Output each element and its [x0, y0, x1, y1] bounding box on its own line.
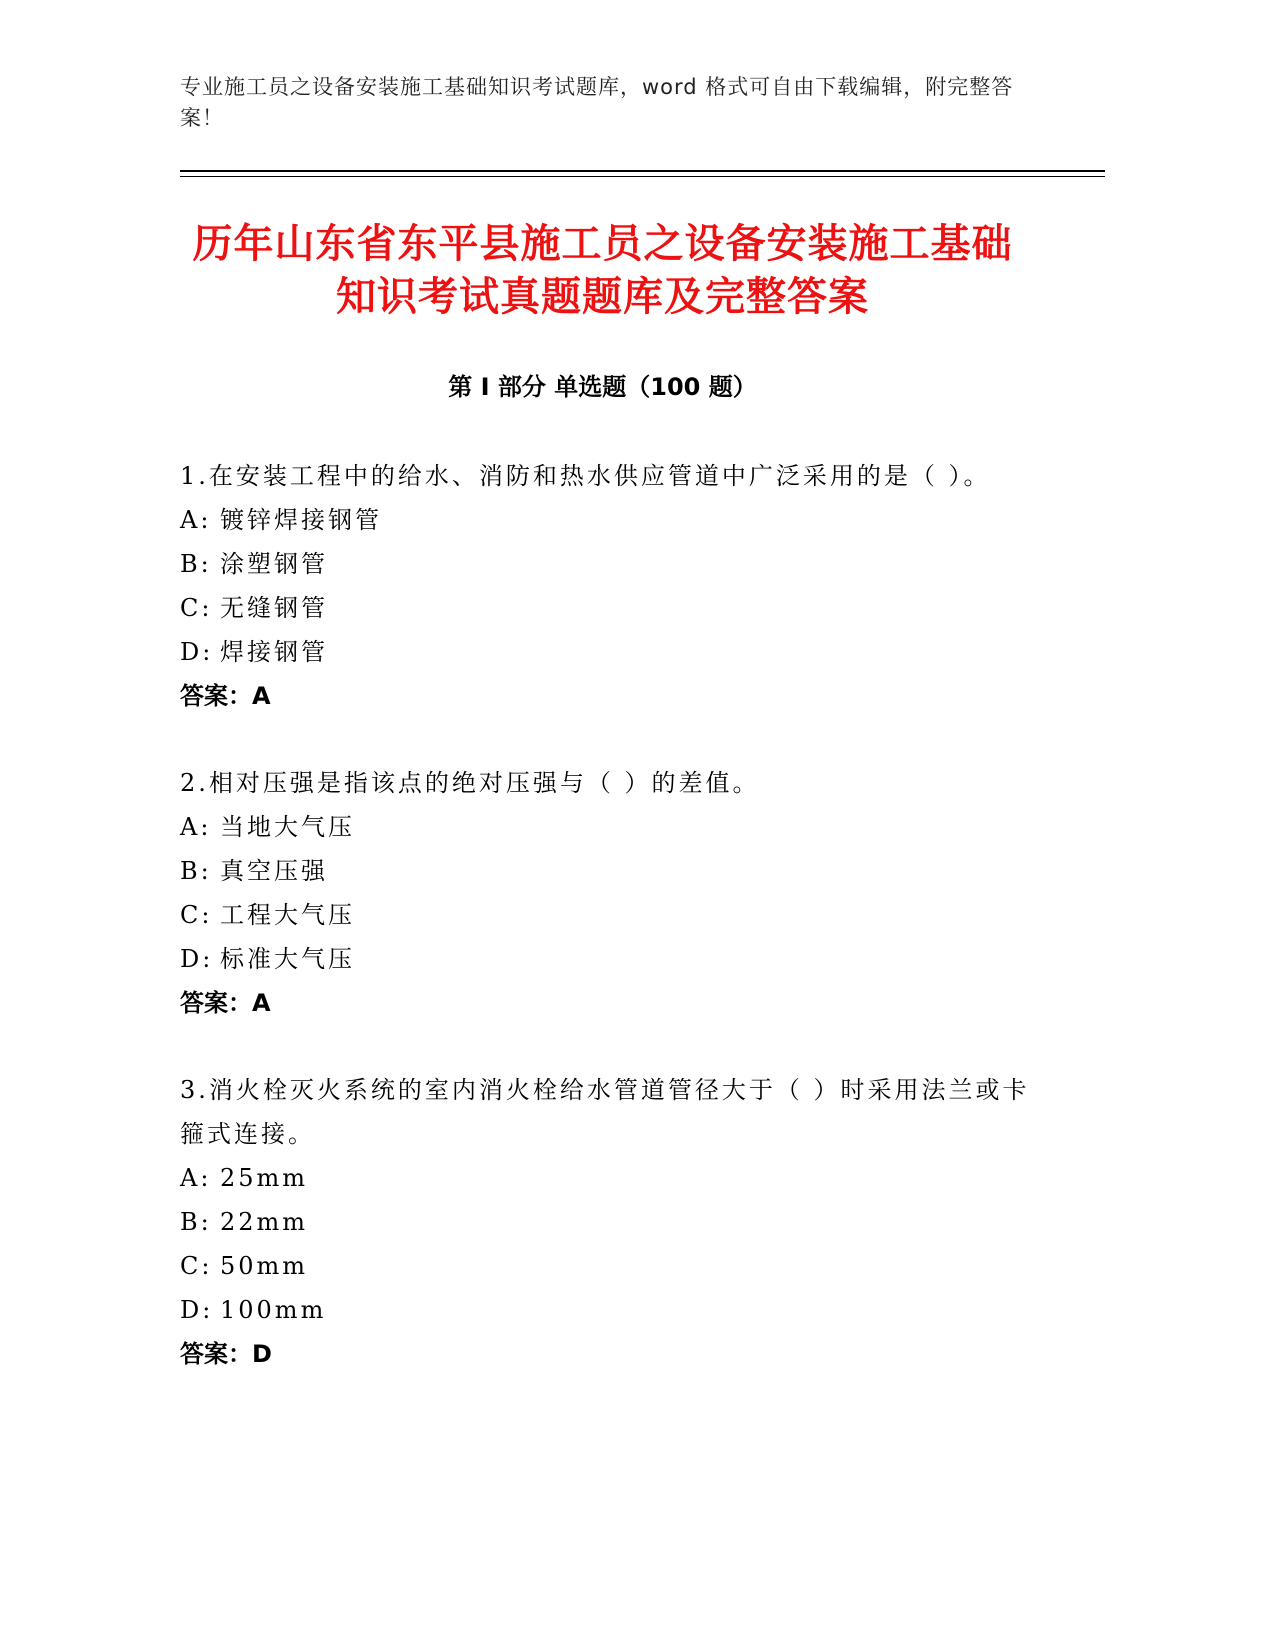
- option-text: 50mm: [220, 1252, 309, 1280]
- document-page: [180, 0, 1105, 1650]
- answer-line: 答案：D: [180, 1340, 272, 1368]
- option-text: 涂塑钢管: [220, 550, 328, 578]
- option-text: 22mm: [220, 1208, 309, 1236]
- question-2: [180, 761, 1050, 1025]
- option-b: [180, 849, 1050, 893]
- option-letter: D:: [180, 1296, 214, 1324]
- option-letter: B:: [180, 550, 212, 578]
- option-text: 无缝钢管: [220, 594, 328, 622]
- option-text: 真空压强: [220, 857, 328, 885]
- option-letter: C:: [180, 594, 213, 622]
- question-stem: 2.相对压强是指该点的绝对压强与（ ）的差值。: [180, 769, 760, 797]
- option-c: [180, 586, 1050, 630]
- question-1: [180, 454, 1050, 718]
- option-letter: A:: [180, 506, 212, 534]
- answer-line: 答案：A: [180, 682, 271, 710]
- option-c: [180, 893, 1050, 937]
- option-text: 标准大气压: [220, 945, 355, 973]
- option-a: [180, 805, 1050, 849]
- option-letter: D:: [180, 638, 214, 666]
- option-text: 镀锌焊接钢管: [220, 506, 382, 534]
- option-letter: C:: [180, 1252, 213, 1280]
- option-letter: A:: [180, 813, 212, 841]
- question-3: [180, 1068, 1050, 1376]
- question-stem: 1.在安装工程中的给水、消防和热水供应管道中广泛采用的是（ ）。: [180, 462, 991, 490]
- option-c: [180, 1244, 1050, 1288]
- header-divider-thick: [180, 170, 1105, 172]
- option-text: 焊接钢管: [220, 638, 328, 666]
- option-letter: B:: [180, 1208, 212, 1236]
- question-stem: 3.消火栓灭火系统的室内消火栓给水管道管径大于（ ）时采用法兰或卡箍式连接。: [180, 1076, 1030, 1148]
- option-d: [180, 1288, 1050, 1332]
- option-b: [180, 1200, 1050, 1244]
- option-d: [180, 630, 1050, 674]
- section-title: 第 I 部分 单选题（100 题）: [448, 373, 757, 401]
- option-text: 当地大气压: [220, 813, 355, 841]
- option-letter: D:: [180, 945, 214, 973]
- option-text: 100mm: [220, 1296, 327, 1324]
- option-letter: C:: [180, 901, 213, 929]
- option-a: [180, 498, 1050, 542]
- answer-line: 答案：A: [180, 989, 271, 1017]
- option-letter: A:: [180, 1164, 212, 1192]
- document-title: 历年山东省东平县施工员之设备安装施工基础知识考试真题题库及完整答案: [192, 221, 1013, 320]
- header-note: 专业施工员之设备安装施工基础知识考试题库，word 格式可自由下载编辑，附完整答案！: [180, 75, 1014, 130]
- option-d: [180, 937, 1050, 981]
- option-a: [180, 1156, 1050, 1200]
- option-letter: B:: [180, 857, 212, 885]
- option-b: [180, 542, 1050, 586]
- header-divider-thin: [180, 176, 1105, 177]
- question-list: [180, 454, 1050, 1419]
- option-text: 工程大气压: [220, 901, 355, 929]
- option-text: 25mm: [220, 1164, 309, 1192]
